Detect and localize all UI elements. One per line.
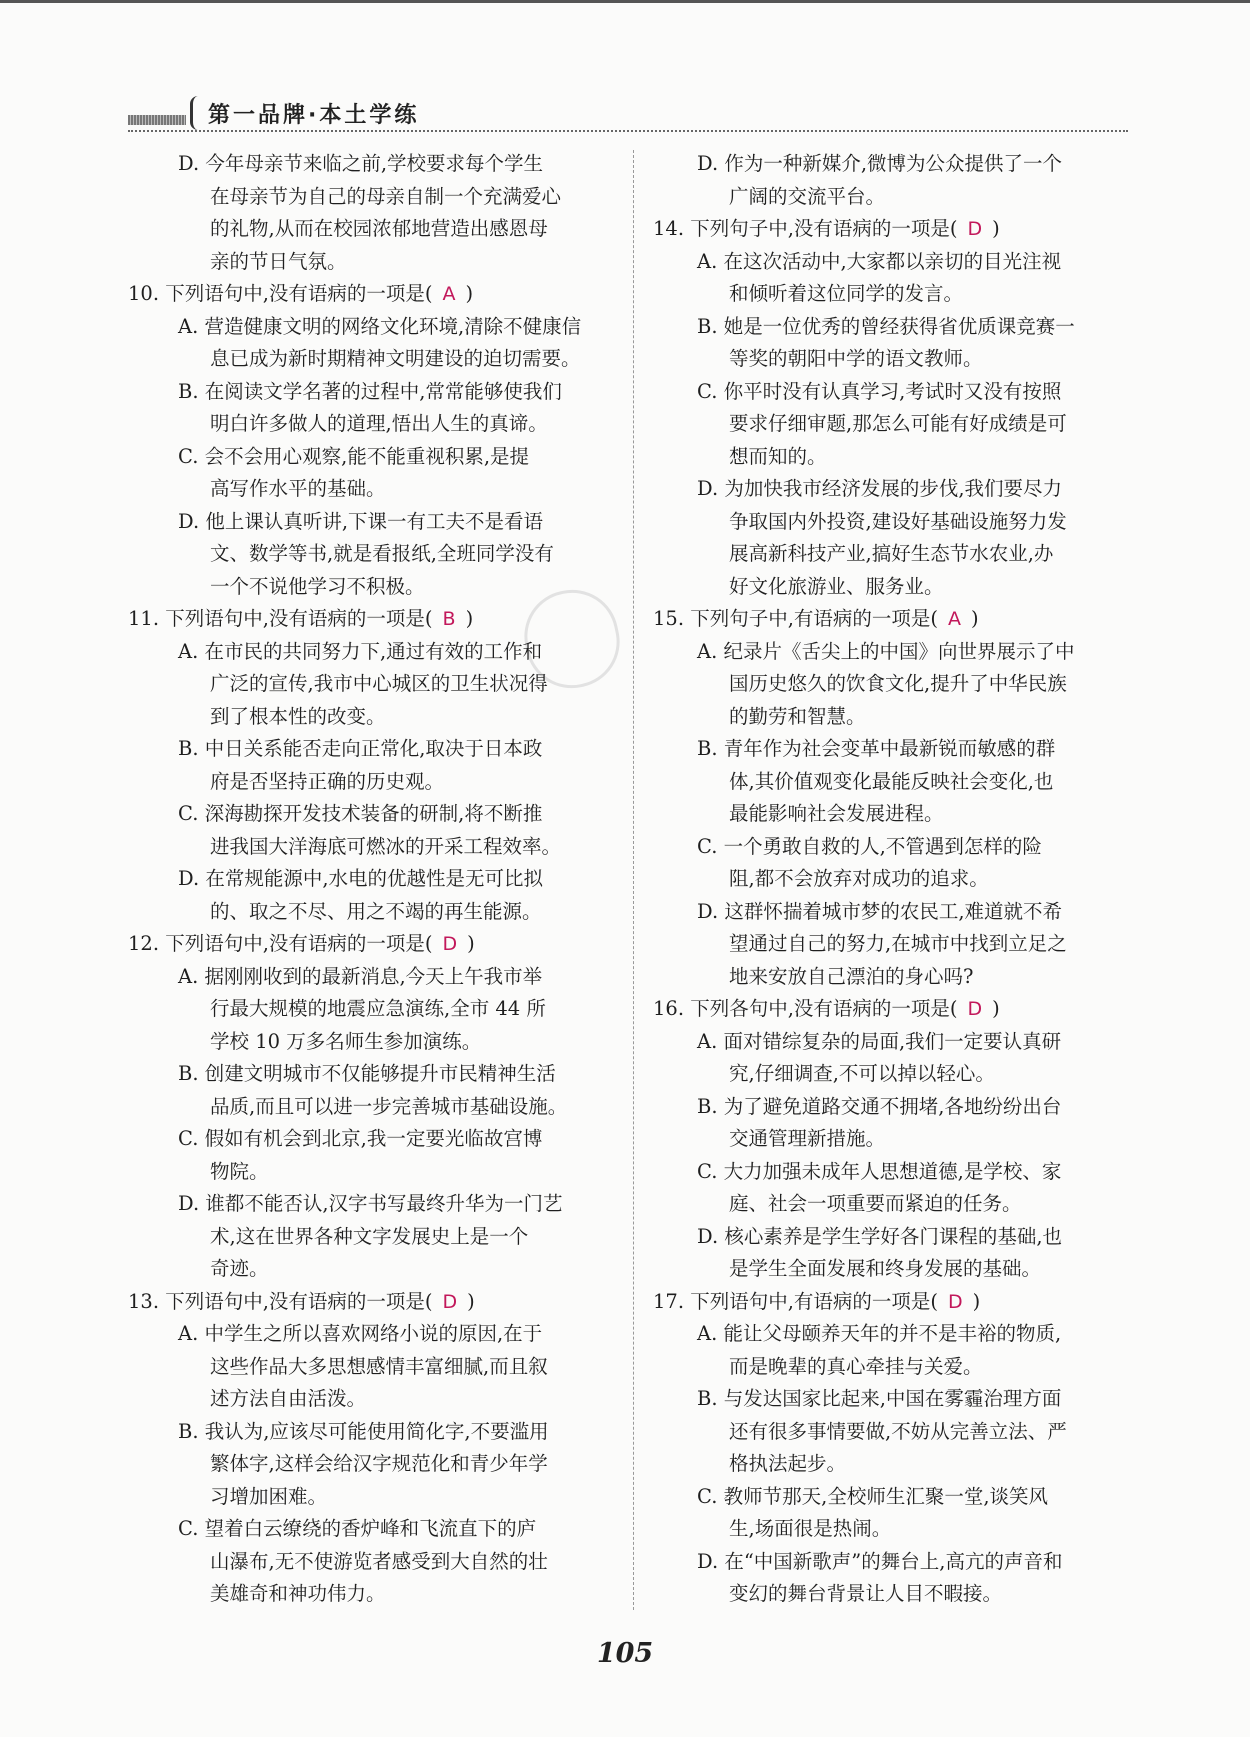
question-stem — [128, 603, 610, 636]
question-stem — [128, 1286, 610, 1319]
header-bracket — [190, 96, 203, 130]
left-column — [128, 148, 610, 1611]
option-continuation: 述方法自由活泼。 — [210, 1387, 367, 1410]
answer-option: B. 中日关系能否走向正常化,取决于日本政 — [178, 737, 543, 760]
question-text: 10. 下列语句中,没有语病的一项是( — [128, 282, 433, 305]
question-text: 13. 下列语句中,没有语病的一项是( — [128, 1289, 433, 1313]
option-continuation: 行最大规模的地震应急演练,全市 44 所 — [210, 997, 546, 1020]
top-border — [0, 0, 1250, 3]
question-text: 14. 下列句子中,没有语病的一项是( — [653, 217, 958, 240]
handwritten-answer: D — [442, 1290, 458, 1313]
option-continuation: 体,其价值观变化最能反映社会变化,也 — [729, 769, 1054, 793]
option-continuation: 生,场面很是热闹。 — [729, 1517, 892, 1540]
option-continuation: 息已成为新时期精神文明建设的迫切需要。 — [210, 347, 581, 370]
answer-option: A. 在这次活动中,大家都以亲切的目光注视 — [697, 249, 1062, 273]
option-continuation: 术,这在世界各种文字发展史上是一个 — [210, 1224, 529, 1248]
option-continuation: 在母亲节为自己的母亲自制一个充满爱心 — [210, 184, 562, 208]
option-continuation: 府是否坚持正确的历史观。 — [210, 769, 445, 793]
option-continuation: 文、数学等书,就是看报纸,全班同学没有 — [210, 542, 554, 565]
option-continuation: 习增加困难。 — [210, 1484, 328, 1508]
option-continuation: 和倾听着这位同学的发言。 — [729, 282, 964, 305]
option-continuation: 阻,都不会放弃对成功的追求。 — [729, 867, 989, 890]
question-paren-close: ) — [992, 217, 1000, 240]
answer-option: A. 面对错综复杂的局面,我们一定要认真研 — [697, 1029, 1062, 1053]
option-continuation: 一个不说他学习不积极。 — [210, 574, 425, 598]
option-continuation: 还有很多事情要做,不妨从完善立法、严 — [729, 1419, 1067, 1443]
option-continuation: 庭、社会一项重要而紧迫的任务。 — [729, 1192, 1022, 1215]
option-continuation: 进我国大洋海底可燃冰的开采工程效率。 — [210, 834, 562, 858]
question-paren-close: ) — [992, 997, 1000, 1020]
question-text: 16. 下列各句中,没有语病的一项是( — [653, 997, 958, 1020]
option-continuation: 要求仔细审题,那怎么可能有好成绩是可 — [729, 412, 1067, 435]
answer-option: A. 营造健康文明的网络文化环境,清除不健康信 — [178, 314, 582, 338]
right-column — [653, 148, 1133, 1611]
answer-option: D. 核心素养是学生学好各门课程的基础,也 — [697, 1224, 1063, 1248]
question-paren-close: ) — [465, 282, 474, 305]
answer-option: C. 会不会用心观察,能不能重视积累,是提 — [178, 444, 530, 468]
option-continuation: 好文化旅游业、服务业。 — [729, 574, 944, 598]
option-continuation: 变幻的舞台背景让人目不暇接。 — [729, 1582, 1003, 1605]
handwritten-answer: D — [967, 998, 983, 1020]
answer-option: C. 你平时没有认真学习,考试时又没有按照 — [697, 379, 1062, 403]
option-continuation: 亲的节日气氛。 — [210, 249, 347, 273]
page-number: 105 — [596, 1638, 654, 1669]
question-stem — [653, 603, 1133, 636]
answer-option: B. 我认为,应该尽可能使用简化字,不要滥用 — [178, 1419, 549, 1443]
option-continuation: 到了根本性的改变。 — [210, 704, 386, 728]
option-continuation: 的礼物,从而在校园浓郁地营造出感恩母 — [210, 217, 548, 240]
answer-option: B. 创建文明城市不仅能够提升市民精神生活 — [178, 1062, 556, 1085]
option-continuation: 交通管理新措施。 — [729, 1127, 886, 1150]
answer-option: C. 大力加强未成年人思想道德,是学校、家 — [697, 1159, 1062, 1183]
option-continuation: 明白许多做人的道理,悟出人生的真谛。 — [210, 412, 548, 435]
question-paren-close: ) — [467, 932, 475, 955]
answer-option: A. 纪录片《舌尖上的中国》向世界展示了中 — [697, 639, 1075, 663]
answer-option: C. 教师节那天,全校师生汇聚一堂,谈笑风 — [697, 1484, 1049, 1508]
handwritten-answer: A — [442, 283, 456, 305]
option-continuation: 最能影响社会发展进程。 — [729, 802, 944, 825]
option-continuation: 展高新科技产业,搞好生态节水农业,办 — [729, 542, 1054, 565]
answer-option: D. 在常规能源中,水电的优越性是无可比拟 — [178, 867, 544, 890]
option-continuation: 广阔的交流平台。 — [729, 184, 886, 208]
option-continuation: 究,仔细调查,不可以掉以轻心。 — [729, 1062, 995, 1085]
header-decoration-bar — [128, 115, 186, 125]
option-continuation: 格执法起步。 — [729, 1452, 847, 1475]
option-continuation: 争取国内外投资,建设好基础设施努力发 — [729, 509, 1067, 533]
question-text: 15. 下列句子中,有语病的一项是( — [653, 607, 939, 630]
option-continuation: 的、取之不尽、用之不竭的再生能源。 — [210, 899, 542, 923]
question-paren-close: ) — [467, 1289, 475, 1313]
handwritten-answer: D — [948, 1290, 963, 1313]
option-continuation: 而是晚辈的真心牵挂与关爱。 — [729, 1354, 983, 1378]
option-continuation: 高写作水平的基础。 — [210, 477, 386, 500]
header-title: 第一品牌·本土学练 — [208, 103, 420, 128]
answer-option: C. 一个勇敢自救的人,不管遇到怎样的险 — [697, 834, 1042, 858]
header-dotted-rule — [128, 130, 1128, 132]
option-continuation: 物院。 — [210, 1159, 269, 1183]
option-continuation: 这些作品大多思想感情丰富细腻,而且叙 — [210, 1354, 548, 1378]
option-continuation: 地来安放自己漂泊的身心吗? — [729, 964, 974, 988]
answer-option: B. 她是一位优秀的曾经获得省优质课竞赛一 — [697, 314, 1075, 338]
answer-option: D. 为加快我市经济发展的步伐,我们要尽力 — [697, 477, 1063, 500]
option-continuation: 品质,而且可以进一步完善城市基础设施。 — [210, 1094, 568, 1118]
question-text: 12. 下列语句中,没有语病的一项是( — [128, 932, 433, 955]
answer-option: D. 作为一种新媒介,微博为公众提供了一个 — [697, 152, 1063, 175]
answer-option: B. 青年作为社会变革中最新锐而敏感的群 — [697, 737, 1056, 760]
question-text: 11. 下列语句中,没有语病的一项是( — [128, 607, 433, 630]
option-continuation: 国历史悠久的饮食文化,提升了中华民族 — [729, 672, 1067, 695]
option-continuation: 等奖的朝阳中学的语文教师。 — [729, 347, 983, 370]
answer-option: D. 他上课认真听讲,下课一有工夫不是看语 — [178, 509, 544, 533]
question-paren-close: ) — [465, 607, 474, 630]
handwritten-answer: A — [948, 608, 962, 630]
question-stem — [128, 928, 610, 961]
answer-option: A. 中学生之所以喜欢网络小说的原因,在于 — [178, 1322, 543, 1345]
answer-option: C. 望着白云缭绕的香炉峰和飞流直下的庐 — [178, 1517, 537, 1540]
question-stem — [653, 1286, 1133, 1319]
option-continuation: 奇迹。 — [210, 1257, 269, 1280]
answer-option: D. 在“中国新歌声”的舞台上,高亢的声音和 — [697, 1549, 1063, 1573]
question-stem — [653, 213, 1133, 246]
option-continuation: 繁体字,这样会给汉字规范化和青少年学 — [210, 1452, 548, 1475]
option-continuation: 山瀑布,无不使游览者感受到大自然的壮 — [210, 1549, 548, 1573]
question-paren-close: ) — [972, 1289, 981, 1313]
handwritten-answer: D — [442, 933, 458, 955]
answer-option: B. 为了避免道路交通不拥堵,各地纷纷出台 — [697, 1094, 1062, 1118]
answer-option: B. 与发达国家比起来,中国在雾霾治理方面 — [697, 1387, 1062, 1410]
answer-option: A. 在市民的共同努力下,通过有效的工作和 — [178, 639, 543, 663]
question-stem — [653, 993, 1133, 1026]
answer-option: C. 深海勘探开发技术装备的研制,将不断推 — [178, 802, 543, 825]
answer-option: B. 在阅读文学名著的过程中,常常能够使我们 — [178, 379, 562, 403]
answer-option: A. 据刚刚收到的最新消息,今天上午我市举 — [178, 964, 543, 988]
option-continuation: 想而知的。 — [729, 444, 827, 468]
handwritten-answer: D — [967, 218, 983, 240]
question-stem — [128, 278, 610, 311]
page-header — [128, 92, 1128, 142]
column-divider — [633, 150, 634, 1610]
answer-option: A. 能让父母颐养天年的并不是丰裕的物质, — [697, 1322, 1062, 1345]
option-continuation: 是学生全面发展和终身发展的基础。 — [729, 1257, 1042, 1280]
handwritten-answer: B — [442, 608, 456, 630]
answer-option: D. 谁都不能否认,汉字书写最终升华为一门艺 — [178, 1192, 563, 1215]
option-continuation: 广泛的宣传,我市中心城区的卫生状况得 — [210, 672, 548, 695]
option-continuation: 望通过自己的努力,在城市中找到立足之 — [729, 932, 1067, 955]
option-continuation: 学校 10 万多名师生参加演练。 — [210, 1029, 482, 1053]
option-continuation: 的勤劳和智慧。 — [729, 704, 866, 728]
answer-option: C. 假如有机会到北京,我一定要光临故宫博 — [178, 1127, 543, 1150]
question-text: 17. 下列语句中,有语病的一项是( — [653, 1289, 939, 1313]
answer-option: D. 这群怀揣着城市梦的农民工,难道就不希 — [697, 899, 1063, 923]
answer-option: D. 今年母亲节来临之前,学校要求每个学生 — [178, 152, 544, 175]
question-paren-close: ) — [971, 607, 979, 630]
option-continuation: 美雄奇和神功伟力。 — [210, 1582, 386, 1605]
